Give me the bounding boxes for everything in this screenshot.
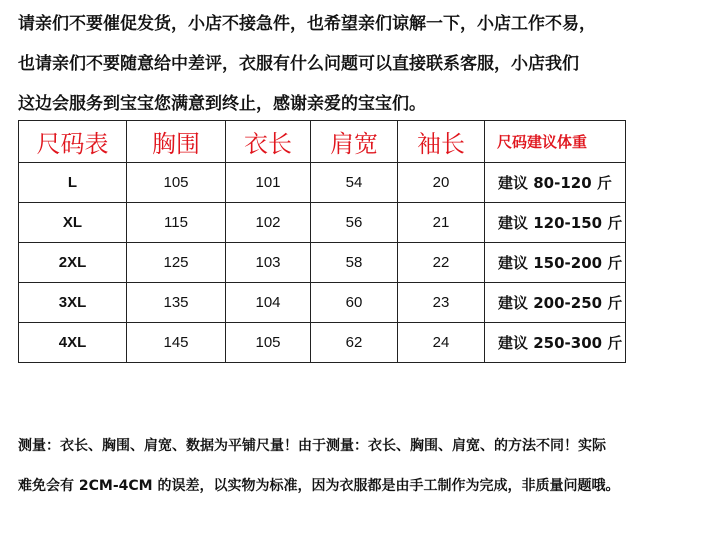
- length-cell: 102: [226, 203, 311, 243]
- chest-cell: 115: [127, 203, 226, 243]
- table-row: [19, 323, 626, 363]
- table-row: [19, 283, 626, 323]
- size-cell: XL: [19, 203, 127, 243]
- table-header-row: [19, 121, 626, 163]
- sleeve-cell: 21: [398, 203, 485, 243]
- sleeve-cell: 23: [398, 283, 485, 323]
- shoulder-cell: 58: [311, 243, 398, 283]
- notice-line: 请亲们不要催促发货，小店不接急件，也希望亲们谅解一下，小店工作不易，: [18, 14, 596, 34]
- column-header-length: 衣长: [226, 121, 311, 163]
- column-header-chest: 胸围: [127, 121, 226, 163]
- size-cell: 4XL: [19, 323, 127, 363]
- column-header-size: 尺码表: [19, 121, 127, 163]
- size-chart-table: [18, 120, 626, 363]
- weight-cell: 建议 80-120 斤: [485, 163, 626, 203]
- sleeve-cell: 20: [398, 163, 485, 203]
- length-cell: 101: [226, 163, 311, 203]
- size-cell: 3XL: [19, 283, 127, 323]
- sleeve-cell: 22: [398, 243, 485, 283]
- chest-cell: 145: [127, 323, 226, 363]
- column-header-sleeve: 袖长: [398, 121, 485, 163]
- shoulder-cell: 54: [311, 163, 398, 203]
- table-row: [19, 243, 626, 283]
- column-header-weight: 尺码建议体重: [485, 121, 626, 163]
- sleeve-cell: 24: [398, 323, 485, 363]
- chest-cell: 105: [127, 163, 226, 203]
- size-cell: L: [19, 163, 127, 203]
- length-cell: 104: [226, 283, 311, 323]
- column-header-shoulder: 肩宽: [311, 121, 398, 163]
- length-cell: 105: [226, 323, 311, 363]
- weight-cell: 建议 120-150 斤: [485, 203, 626, 243]
- size-cell: 2XL: [19, 243, 127, 283]
- length-cell: 103: [226, 243, 311, 283]
- notice-line: 这边会服务到宝宝您满意到终止，感谢亲爱的宝宝们。: [18, 94, 426, 114]
- weight-cell: 建议 200-250 斤: [485, 283, 626, 323]
- weight-cell: 建议 250-300 斤: [485, 323, 626, 363]
- chest-cell: 125: [127, 243, 226, 283]
- measurement-note: [18, 426, 708, 506]
- table-row: [19, 203, 626, 243]
- shoulder-cell: 56: [311, 203, 398, 243]
- measurement-note-line: 测量：衣长、胸围、肩宽、数据为平铺尺量！由于测量：衣长、胸围、肩宽、的方法不同！实际: [18, 438, 606, 454]
- measurement-note-line: 难免会有 2CM-4CM 的误差，以实物为标准，因为衣服都是由手工制作为完成，非质量问题哦。: [18, 478, 620, 494]
- chest-cell: 135: [127, 283, 226, 323]
- notice-line: 也请亲们不要随意给中差评，衣服有什么问题可以直接联系客服，小店我们: [18, 54, 579, 74]
- shop-notice: [18, 4, 708, 124]
- shoulder-cell: 62: [311, 323, 398, 363]
- table-row: [19, 163, 626, 203]
- weight-cell: 建议 150-200 斤: [485, 243, 626, 283]
- shoulder-cell: 60: [311, 283, 398, 323]
